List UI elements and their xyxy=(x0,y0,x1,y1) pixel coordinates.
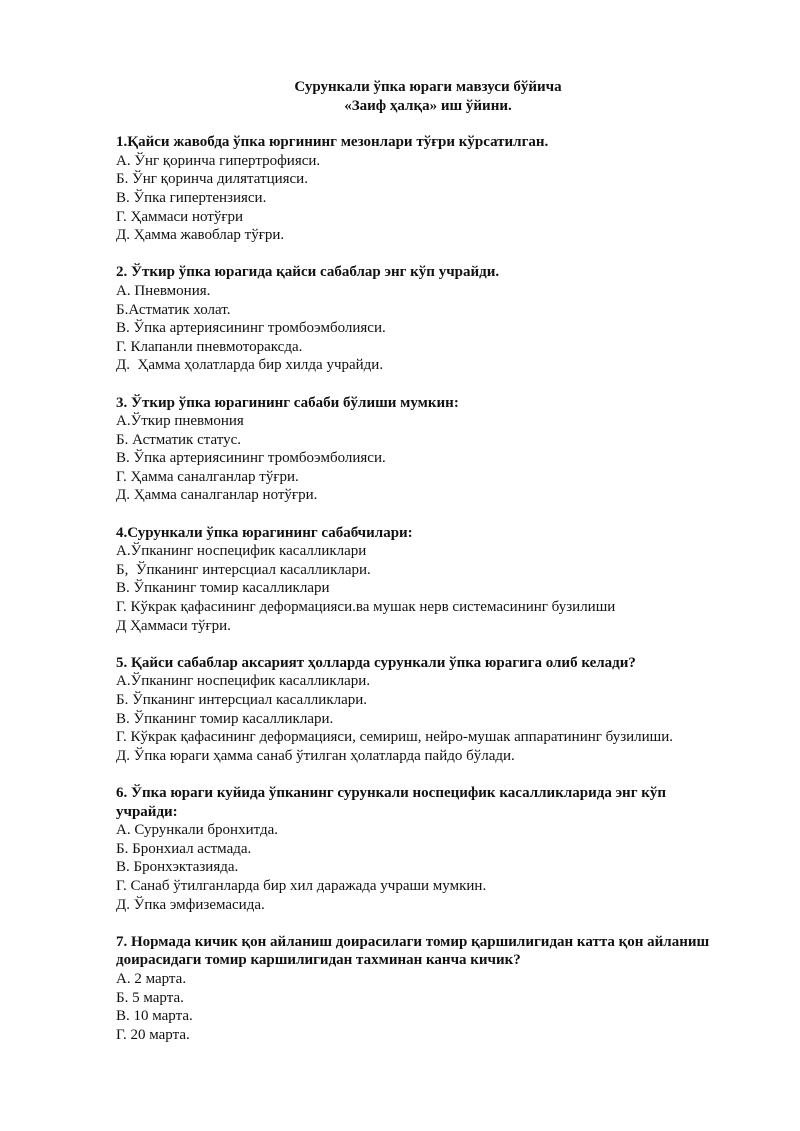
document-title xyxy=(116,78,726,115)
answer-option: Д. Ҳамма саналганлар нотўғри. xyxy=(116,487,318,504)
answer-option: Г. Кўкрак қафасининг деформацияси, семириш, нейро-мушак аппаратининг бузилиши. xyxy=(116,729,674,746)
question-text: 2. Ўткир ўпка юрагида қайси сабаблар энг кўп учрайди. xyxy=(116,264,500,281)
question-6 xyxy=(116,784,726,914)
answer-option: А. Сурункали бронхитда. xyxy=(116,822,278,839)
answer-option: Г. Санаб ўтилганларда бир хил даражада учраши мумкин. xyxy=(116,877,487,894)
answer-option: Б. 5 марта. xyxy=(116,989,184,1006)
answer-option: В. Бронхэктазияда. xyxy=(116,859,239,876)
answer-option: Г. Ҳамма саналганлар тўғри. xyxy=(116,468,299,485)
answer-option: Д. Ўпка эмфиземасида. xyxy=(116,896,265,913)
answer-option: А.Ўпканинг носпецифик касалликлари xyxy=(116,543,367,560)
question-text: 1.Қайси жавобда ўпка юргининг мезонлари тўғри кўрсатилган. xyxy=(116,134,549,151)
answer-option: Б. Астматик статус. xyxy=(116,431,241,448)
answer-option: Д Ҳаммаси тўғри. xyxy=(116,617,231,634)
question-7 xyxy=(116,933,726,1045)
answer-option: А. Пневмония. xyxy=(116,282,211,299)
title-line-2: «Заиф ҳалқа» иш ўйини. xyxy=(344,97,512,114)
question-1 xyxy=(116,133,726,245)
question-text: 7. Нормада кичик қон айланиш доирасилаги томир қаршилигидан катта қон айланиш доирасидаги томир каршилигидан тахминан канча кичик? xyxy=(116,933,710,969)
answer-option: Д. Ҳамма ҳолатларда бир хилда учрайди. xyxy=(116,357,384,374)
answer-option: Г. Кўкрак қафасининг деформацияси.ва мушак нерв системасининг бузилиши xyxy=(116,599,616,616)
answer-option: А. Ўнг қоринча гипертрофияси. xyxy=(116,152,321,169)
question-5 xyxy=(116,654,726,766)
answer-option: А.Ўткир пневмония xyxy=(116,413,244,430)
answer-option: В. Ўпка гипертензияси. xyxy=(116,189,267,206)
answer-option: Д. Ўпка юраги ҳамма санаб ўтилган ҳолатларда пайдо бўлади. xyxy=(116,747,515,764)
answer-option: Б. Ўнг қоринча дилятатцияси. xyxy=(116,171,308,188)
answer-option: В. 10 марта. xyxy=(116,1008,193,1025)
answer-option: Г. Клапанли пневмотораксда. xyxy=(116,338,303,355)
answer-option: В. Ўпка артериясининг тромбоэмболияси. xyxy=(116,320,386,337)
answer-option: А. 2 марта. xyxy=(116,970,187,987)
answer-option: В. Ўпка артериясининг тромбоэмболияси. xyxy=(116,450,386,467)
answer-option: Г. Ҳаммаси нотўғри xyxy=(116,208,244,225)
question-text: 6. Ўпка юраги куйида ўпканинг сурункали носпецифик касалликларида энг кўп учрайди: xyxy=(116,784,667,820)
question-text: 3. Ўткир ўпка юрагининг сабаби бўлиши мумкин: xyxy=(116,394,459,411)
answer-option: В. Ўпканинг томир касалликлари xyxy=(116,580,330,597)
question-3 xyxy=(116,394,726,506)
document-page xyxy=(116,78,726,1063)
answer-option: Б. Бронхиал астмада. xyxy=(116,840,252,857)
answer-option: Г. 20 марта. xyxy=(116,1026,190,1043)
answer-option: Б, Ўпканинг интерсциал касалликлари. xyxy=(116,561,371,578)
answer-option: В. Ўпканинг томир касалликлари. xyxy=(116,710,334,727)
question-4 xyxy=(116,524,726,636)
question-text: 4.Сурункали ўпка юрагининг сабабчилари: xyxy=(116,524,413,541)
question-text: 5. Қайси сабаблар аксарият ҳолларда сурункали ўпка юрагига олиб келади? xyxy=(116,654,636,671)
question-2 xyxy=(116,263,726,375)
answer-option: Б. Ўпканинг интерсциал касалликлари. xyxy=(116,692,368,708)
answer-option: А.Ўпканинг носпецифик касалликлари. xyxy=(116,673,371,690)
answer-option: Б.Астматик холат. xyxy=(116,301,231,318)
answer-option: Д. Ҳамма жавоблар тўғри. xyxy=(116,227,285,244)
title-line-1: Сурункали ўпка юраги мавзуси бўйича xyxy=(294,79,562,95)
